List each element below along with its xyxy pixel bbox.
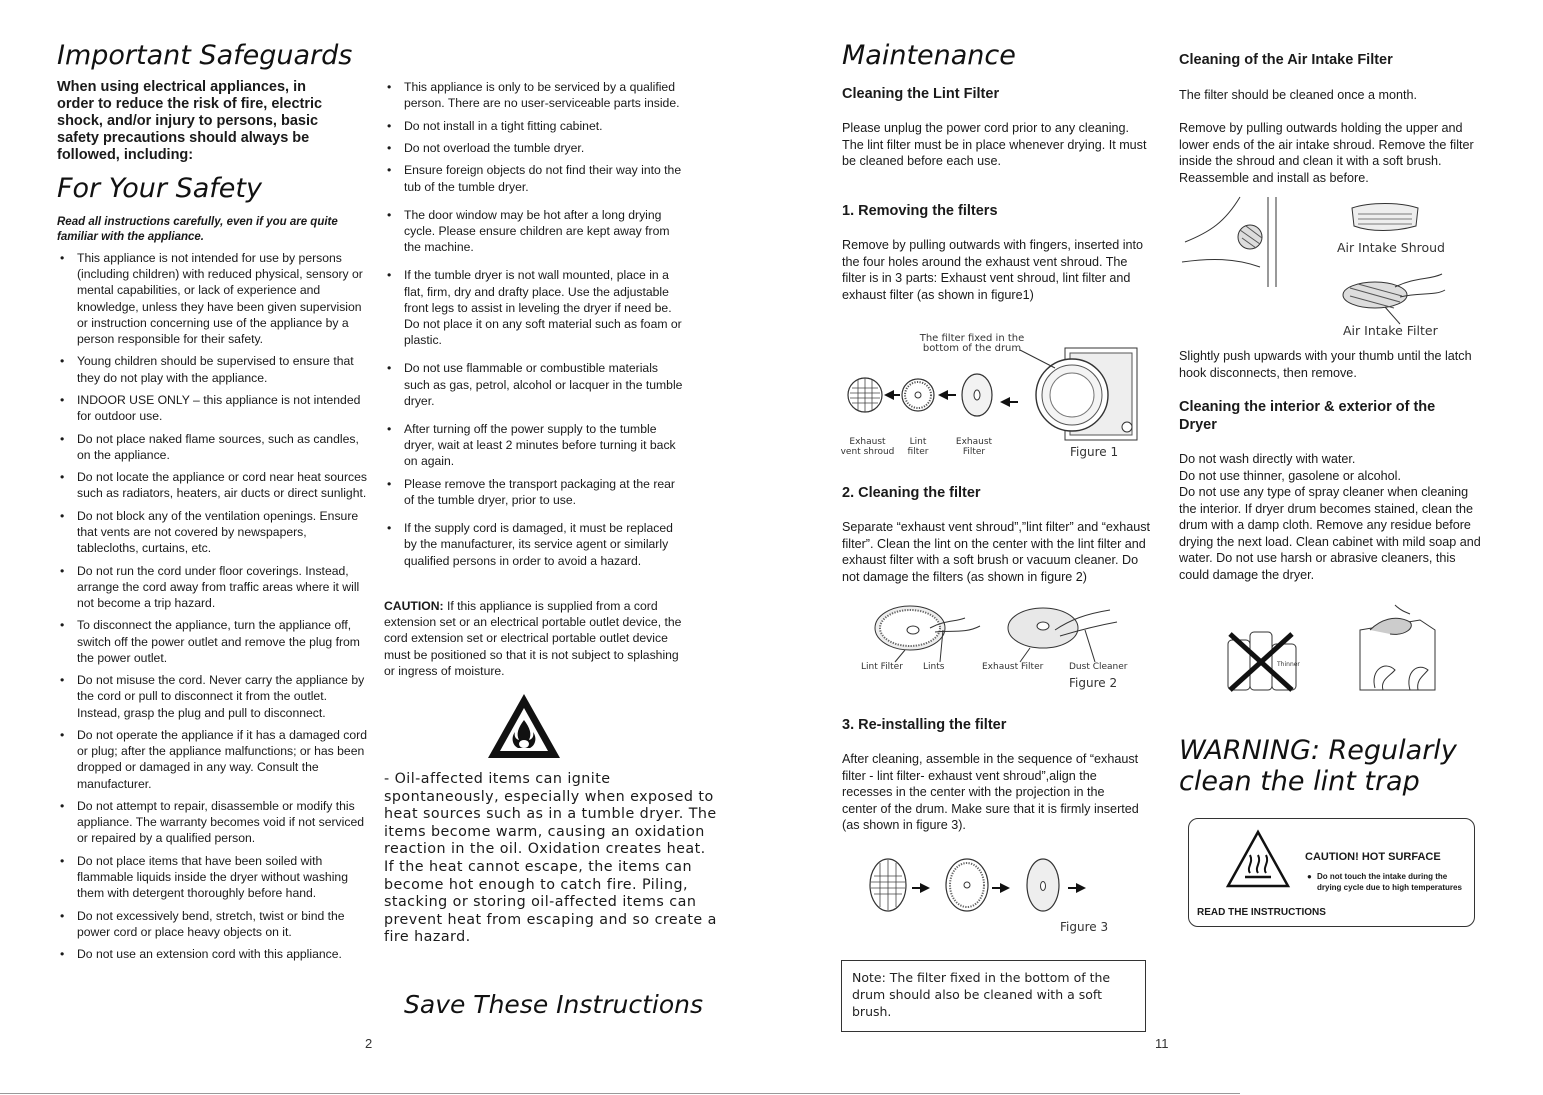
interior-exterior-text (1179, 451, 1484, 583)
caution-text: If this appliance is supplied from a cord extension set or an electrical portable outlet device, the cord extension set or electrical portable outlet device must be positioned so that it is not subject to splashing or ingress of moisture. (384, 599, 682, 678)
save-instructions: Save These Instructions (404, 990, 703, 1019)
air-intake-text-1: The filter should be cleaned once a month. (1179, 88, 1418, 102)
air-intake-text-3: Slightly push upwards with your thumb until the latch hook disconnects, then remove. (1179, 349, 1472, 380)
air-intake-filter-label: Air Intake Filter (1343, 323, 1438, 338)
hot-surface-icon (1225, 829, 1291, 889)
warning-lint-trap: WARNING: Regularly clean the lint trap (1179, 735, 1457, 797)
safety-item: • Do not excessively bend, stretch, twist or bind the power cord or place heavy objects on it. (57, 908, 369, 940)
safety-list-col1 (57, 250, 369, 969)
page-number-right: 11 (1155, 1036, 1169, 1051)
fig2-label-dust-cleaner: Dust Cleaner (1069, 662, 1128, 672)
air-intake-text-2: Remove by pulling outwards holding the upper and lower ends of the air intake shroud. Remove the filter inside the shroud and clean it with a soft brush. Reassemble and install as before. (1179, 121, 1474, 185)
safety-list-col2 (384, 79, 684, 575)
safety-item: • The door window may be hot after a long drying cycle. Please ensure children are kept away from the machine. (384, 207, 684, 256)
for-your-safety-title: For Your Safety (57, 173, 262, 204)
hot-surface-caution-box (1188, 818, 1475, 927)
read-the-instructions: READ THE INSTRUCTIONS (1197, 907, 1326, 918)
safety-item: • Do not place naked flame sources, such as candles, on the appliance. (57, 431, 369, 463)
air-intake-figure (1180, 192, 1480, 342)
safety-item: • Ensure foreign objects do not find their way into the tub of the tumble dryer. (384, 162, 684, 194)
cleaning-filter-heading: 2. Cleaning the filter (842, 485, 981, 501)
safety-item: • Do not use an extension cord with this appliance. (57, 946, 369, 962)
safety-item: • To disconnect the appliance, turn the appliance off, switch off the power outlet and remove the plug from the power outlet. (57, 617, 369, 666)
interior-exterior-heading: Cleaning the interior & exterior of the Dryer (1179, 399, 1436, 433)
safety-item: • Do not use flammable or combustible materials such as gas, petrol, alcohol or lacquer in the tumble dryer. (384, 360, 684, 409)
fig1-caption: Figure 1 (1070, 445, 1119, 459)
safety-item: • Do not overload the tumble dryer. (384, 140, 684, 156)
interior-figure (1220, 600, 1450, 695)
safeguards-intro: When using electrical appliances, in order to reduce the risk of fire, electric shock, and/or injury to persons, basic safety precautions should always be followed, including: (57, 79, 323, 163)
safety-item: • This appliance is not intended for use by persons (including children) with reduced physical, sensory or mental capabilities, or lack of experience and knowledge, unless they have been given supervision or instruction concerning use of the appliance by a person responsible for their safety. (57, 250, 369, 347)
fire-warning-icon (484, 690, 564, 762)
note-box (841, 960, 1146, 1032)
safety-item: • Young children should be supervised to ensure that they do not play with the appliance. (57, 353, 369, 385)
fig1-label-lint: Lint filter (907, 437, 929, 457)
safety-item: • Please remove the transport packaging at the rear of the tumble dryer, prior to use. (384, 476, 684, 508)
safety-item: • Do not misuse the cord. Never carry the appliance by the cord or pull to disconnect it from the outlet. Instead, grasp the plug and pull to disconnect. (57, 672, 369, 721)
figure-2 (855, 600, 1145, 695)
interior-line: Do not wash directly with water. (1179, 452, 1356, 466)
maintenance-title: Maintenance (842, 40, 1016, 71)
lint-filter-text: Please unplug the power cord prior to any cleaning. The lint filter must be in place whenever drying. It must be cleaned before each use. (842, 121, 1147, 168)
fig1-label-shroud: Exhaust vent shroud (840, 437, 895, 457)
fig2-label-lint-filter: Lint Filter (861, 662, 903, 672)
figure-1 (840, 330, 1150, 465)
fig2-drawing (855, 600, 1145, 670)
important-safeguards-title: Important Safeguards (57, 40, 353, 71)
safety-item: • Do not locate the appliance or cord near heat sources such as radiators, heaters, air ducts or direct sunlight. (57, 469, 369, 501)
fig3-caption: Figure 3 (1060, 920, 1109, 934)
air-intake-drawing (1180, 192, 1480, 342)
interior-drawing (1220, 600, 1450, 695)
removing-filters-text: Remove by pulling outwards with fingers, inserted into the four holes around the exhaust vent shroud. The filter is in 3 parts: Exhaust vent shroud, lint filter and exhaust filter (as shown in figure1) (842, 238, 1144, 302)
safety-item: • After turning off the power supply to the tumble dryer, wait at least 2 minutes before turning it back on again. (384, 421, 684, 470)
fig2-label-lints: Lints (923, 662, 945, 672)
safety-item: • If the supply cord is damaged, it must be replaced by the manufacturer, its service agent or similarly qualified persons in order to avoid a hazard. (384, 520, 684, 569)
air-intake-shroud-label: Air Intake Shroud (1337, 240, 1445, 255)
safety-item: • Do not operate the appliance if it has a damaged cord or plug; after the appliance malfunctions; or has been dropped or damaged in any way. Consult the manufacturer. (57, 727, 369, 792)
safety-item: • Do not block any of the ventilation openings. Ensure that vents are not covered by newspapers, tablecloths, curtains, etc. (57, 508, 369, 557)
safety-item: • INDOOR USE ONLY – this appliance is not intended for outdoor use. (57, 392, 369, 424)
bottom-edge-line (0, 1093, 1240, 1094)
safety-item: • If the tumble dryer is not wall mounted, place in a flat, firm, dry and drafty place. Use the adjustable front legs to assist in leveling the dryer if need be. Do not place it on any soft material such as foam or plastic. (384, 267, 684, 348)
safety-item: • This appliance is only to be serviced by a qualified person. There are no user-serviceable parts inside. (384, 79, 684, 111)
cleaning-filter-text: Separate “exhaust vent shroud”,”lint filter” and “exhaust filter”. Clean the lint on the center with the lint filter and exhaust filter with a soft brush or vacuum cleaner. Do not damage the filters (as shown in figure 2) (842, 520, 1151, 584)
thinner-label: Thinner (1277, 661, 1300, 668)
interior-line: Do not use thinner, gasolene or alcohol. (1179, 468, 1401, 483)
cord-caution (384, 598, 689, 679)
page-number-left: 2 (365, 1036, 373, 1051)
figure-3 (860, 850, 1120, 940)
note-text: Note: The filter fixed in the bottom of the drum should also be cleaned with a soft brush. (852, 970, 1111, 1019)
reinstalling-filter-text: After cleaning, assemble in the sequence of “exhaust filter - lint filter- exhaust vent shroud”,align the recesses in the center with the projection in the center of the drum. Make sure that it is firmly inserted (as shown in figure 3). (842, 752, 1139, 832)
oil-warning: - Oil-affected items can ignite spontaneously, especially when exposed to heat sources such as in a tumble dryer. The items become warm, causing an oxidation reaction in the oil. Oxidation creates heat. If the heat cannot escape, the items can become hot enough to catch fire. Piling, stacking or storing oil-affected items can prevent heat from escaping and so create a fire hazard. (384, 771, 717, 946)
lint-filter-heading: Cleaning the Lint Filter (842, 86, 1000, 102)
caution-label: CAUTION: (384, 599, 444, 613)
fig3-drawing (860, 850, 1120, 920)
read-instructions-note: Read all instructions carefully, even if you are quite familiar with the appliance. (57, 216, 338, 243)
fig1-label-exhaust: Exhaust Filter (955, 437, 993, 457)
air-intake-heading: Cleaning of the Air Intake Filter (1179, 52, 1393, 68)
fig2-caption: Figure 2 (1069, 676, 1118, 690)
removing-filters-heading: 1. Removing the filters (842, 203, 998, 219)
safety-item: • Do not attempt to repair, disassemble or modify this appliance. The warranty becomes void if not serviced or repaired by a qualified person. (57, 798, 369, 847)
hot-surface-bullet: ● Do not touch the intake during the drying cycle due to high temperatures (1307, 871, 1472, 893)
safety-item: • Do not run the cord under floor coverings. Instead, arrange the cord away from traffic areas where it will not become a trip hazard. (57, 563, 369, 612)
hot-surface-bullet-text: Do not touch the intake during the drying cycle due to high temperatures (1317, 872, 1462, 892)
safety-item: • Do not place items that have been soiled with flammable liquids inside the dryer without washing them with detergent thoroughly before hand. (57, 853, 369, 902)
reinstalling-filter-heading: 3. Re-installing the filter (842, 717, 1007, 733)
fig2-label-exhaust: Exhaust Filter (982, 662, 1044, 672)
fig1-callout: The filter fixed in the bottom of the drum (919, 333, 1025, 354)
hot-surface-title: CAUTION! HOT SURFACE (1305, 851, 1441, 863)
interior-line: Do not use any type of spray cleaner when cleaning the interior. If dryer drum becomes stained, clean the drum with a damp cloth. Remove any residue before drying the next load. Clean cabinet with mild soap and water. Do not use harsh or abrasive cleaners, this could damage the dryer. (1179, 485, 1481, 582)
safety-item: • Do not install in a tight fitting cabinet. (384, 118, 684, 134)
